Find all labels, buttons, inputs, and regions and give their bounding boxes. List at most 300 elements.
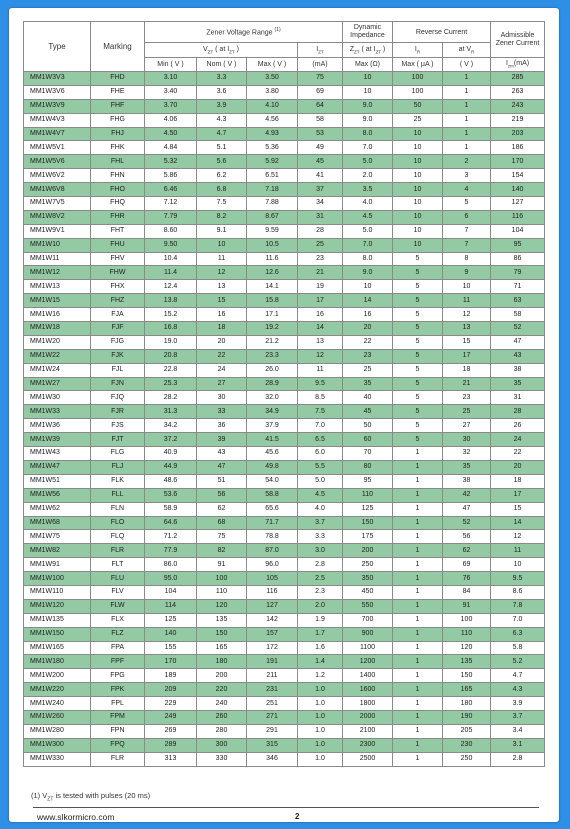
table-row xyxy=(24,724,545,738)
table-cell: 1 xyxy=(443,141,491,155)
table-cell: 43 xyxy=(197,447,247,461)
table-cell: 7 xyxy=(443,238,491,252)
table-row xyxy=(24,627,545,641)
table-cell: MM1W220 xyxy=(24,683,91,697)
table-row xyxy=(24,335,545,349)
table-cell: 23 xyxy=(343,349,393,363)
table-cell: 11 xyxy=(197,252,247,266)
table-cell: FLX xyxy=(91,613,145,627)
table-cell: 47 xyxy=(443,502,491,516)
table-cell: MM1W12 xyxy=(24,266,91,280)
table-cell: 100 xyxy=(197,572,247,586)
table-cell: 30 xyxy=(443,433,491,447)
table-cell: MM1W47 xyxy=(24,460,91,474)
table-cell: 12 xyxy=(197,266,247,280)
table-cell: 300 xyxy=(197,738,247,752)
table-cell: 140 xyxy=(491,183,545,197)
table-cell: 5 xyxy=(393,377,443,391)
table-cell: FJQ xyxy=(91,391,145,405)
table-cell: 172 xyxy=(247,641,298,655)
table-cell: 10 xyxy=(393,238,443,252)
table-cell: MM1W110 xyxy=(24,585,91,599)
table-row xyxy=(24,572,545,586)
table-cell: 5.92 xyxy=(247,155,298,169)
table-cell: 7.8 xyxy=(491,599,545,613)
table-cell: FJK xyxy=(91,349,145,363)
table-cell: 40 xyxy=(343,391,393,405)
table-cell: 4.56 xyxy=(247,113,298,127)
table-cell: MM1W20 xyxy=(24,335,91,349)
table-cell: 250 xyxy=(443,752,491,766)
table-row xyxy=(24,405,545,419)
table-cell: FLG xyxy=(91,447,145,461)
table-cell: 76 xyxy=(443,572,491,586)
table-cell: 42 xyxy=(443,488,491,502)
table-cell: FHW xyxy=(91,266,145,280)
table-cell: 2500 xyxy=(343,752,393,766)
table-cell: 68 xyxy=(197,516,247,530)
table-cell: 211 xyxy=(247,669,298,683)
table-row xyxy=(24,488,545,502)
table-cell: 4.5 xyxy=(343,210,393,224)
table-cell: FHX xyxy=(91,280,145,294)
table-cell: 7.0 xyxy=(343,238,393,252)
table-cell: 186 xyxy=(491,141,545,155)
table-cell: 11 xyxy=(298,363,343,377)
table-cell: 1.0 xyxy=(298,697,343,711)
table-cell: MM1W4V7 xyxy=(24,127,91,141)
table-cell: FHZ xyxy=(91,294,145,308)
table-cell: MM1W6V8 xyxy=(24,183,91,197)
table-cell: 4 xyxy=(443,183,491,197)
unit-izm: $I_{zm}(mA)$ xyxy=(491,58,545,72)
table-cell: 75 xyxy=(197,530,247,544)
table-cell: MM1W135 xyxy=(24,613,91,627)
datasheet-page xyxy=(9,8,559,822)
table-cell: 5 xyxy=(393,252,443,266)
table-cell: 10 xyxy=(393,169,443,183)
table-cell: 2300 xyxy=(343,738,393,752)
table-cell: 120 xyxy=(197,599,247,613)
table-cell: 37.9 xyxy=(247,419,298,433)
table-cell: 20.8 xyxy=(145,349,197,363)
table-cell: 35 xyxy=(343,377,393,391)
table-cell: 69 xyxy=(443,558,491,572)
table-cell: FLU xyxy=(91,572,145,586)
table-cell: 25 xyxy=(393,113,443,127)
table-cell: 154 xyxy=(491,169,545,183)
table-cell: 3.0 xyxy=(298,544,343,558)
table-cell: 1 xyxy=(393,544,443,558)
table-cell: 16 xyxy=(343,308,393,322)
table-cell: 17.1 xyxy=(247,308,298,322)
table-cell: 56 xyxy=(197,488,247,502)
admissible-current-header: Admissible Zener Current xyxy=(491,22,545,58)
table-cell: 1.2 xyxy=(298,669,343,683)
table-cell: 219 xyxy=(491,113,545,127)
unit-v: ( V ) xyxy=(443,58,491,72)
table-row xyxy=(24,280,545,294)
table-cell: FLR xyxy=(91,544,145,558)
table-cell: FPA xyxy=(91,641,145,655)
table-cell: 16 xyxy=(197,308,247,322)
table-cell: 1 xyxy=(393,613,443,627)
table-cell: FLN xyxy=(91,502,145,516)
table-cell: FHV xyxy=(91,252,145,266)
table-cell: 12.6 xyxy=(247,266,298,280)
table-row xyxy=(24,558,545,572)
table-cell: 1.7 xyxy=(298,627,343,641)
table-cell: 45.6 xyxy=(247,447,298,461)
table-cell: 1 xyxy=(393,627,443,641)
table-cell: 5.5 xyxy=(298,460,343,474)
table-cell: 14 xyxy=(343,294,393,308)
table-cell: 9.1 xyxy=(197,224,247,238)
table-cell: 25.3 xyxy=(145,377,197,391)
table-cell: 1 xyxy=(393,752,443,766)
table-cell: 313 xyxy=(145,752,197,766)
table-cell: MM1W5V1 xyxy=(24,141,91,155)
table-cell: 1 xyxy=(393,488,443,502)
table-row xyxy=(24,697,545,711)
table-cell: 5.86 xyxy=(145,169,197,183)
table-cell: MM1W300 xyxy=(24,738,91,752)
table-cell: 7.0 xyxy=(343,141,393,155)
table-cell: 7.5 xyxy=(298,405,343,419)
table-cell: 9.59 xyxy=(247,224,298,238)
table-cell: 5.0 xyxy=(343,224,393,238)
table-cell: FJR xyxy=(91,405,145,419)
table-cell: 20 xyxy=(197,335,247,349)
table-cell: 3.3 xyxy=(197,72,247,86)
table-cell: 5 xyxy=(393,419,443,433)
table-cell: 4.3 xyxy=(491,683,545,697)
table-cell: FJL xyxy=(91,363,145,377)
footnote: (1) $V_{ZT}$ is tested with pulses (20 ms) xyxy=(31,791,151,803)
table-cell: 175 xyxy=(343,530,393,544)
table-cell: 12 xyxy=(443,308,491,322)
table-cell: 5.2 xyxy=(491,655,545,669)
table-cell: 1 xyxy=(393,585,443,599)
table-cell: 45 xyxy=(298,155,343,169)
table-row xyxy=(24,155,545,169)
unit-ma: (mA) xyxy=(298,58,343,72)
table-cell: MM1W91 xyxy=(24,558,91,572)
table-cell: 5 xyxy=(393,335,443,349)
table-cell: 15.2 xyxy=(145,308,197,322)
table-cell: 41 xyxy=(298,169,343,183)
table-cell: 40.9 xyxy=(145,447,197,461)
table-cell: 251 xyxy=(247,697,298,711)
table-cell: 3.1 xyxy=(491,738,545,752)
table-cell: 37 xyxy=(298,183,343,197)
table-cell: 170 xyxy=(145,655,197,669)
table-cell: 60 xyxy=(343,433,393,447)
unit-max: Max ( V ) xyxy=(247,58,298,72)
table-row xyxy=(24,655,545,669)
table-cell: 200 xyxy=(197,669,247,683)
table-cell: FLO xyxy=(91,516,145,530)
table-cell: 41.5 xyxy=(247,433,298,447)
table-cell: 189 xyxy=(145,669,197,683)
table-cell: 31 xyxy=(491,391,545,405)
table-cell: 65.6 xyxy=(247,502,298,516)
table-cell: 8.5 xyxy=(298,391,343,405)
table-cell: 95 xyxy=(491,238,545,252)
table-cell: 1.0 xyxy=(298,724,343,738)
table-cell: 229 xyxy=(145,697,197,711)
table-cell: 86 xyxy=(491,252,545,266)
zzt-header: $Z_{ZT}$ ( at $I_{ZT}$ ) xyxy=(343,43,393,58)
table-cell: 10 xyxy=(393,210,443,224)
table-cell: 7.18 xyxy=(247,183,298,197)
table-cell: 10.5 xyxy=(247,238,298,252)
table-cell: 4.5 xyxy=(298,488,343,502)
table-cell: 116 xyxy=(491,210,545,224)
table-cell: 1 xyxy=(393,697,443,711)
table-cell: 53.6 xyxy=(145,488,197,502)
zener-spec-table xyxy=(23,21,545,767)
table-cell: 19.0 xyxy=(145,335,197,349)
table-cell: 5.32 xyxy=(145,155,197,169)
table-cell: 7.0 xyxy=(491,613,545,627)
table-cell: 350 xyxy=(343,572,393,586)
website-text: www.slkormicro.com xyxy=(37,812,115,822)
table-cell: 64 xyxy=(298,99,343,113)
table-cell: 209 xyxy=(145,683,197,697)
table-cell: MM1W68 xyxy=(24,516,91,530)
table-cell: 240 xyxy=(197,697,247,711)
table-cell: MM1W18 xyxy=(24,322,91,336)
table-cell: FJF xyxy=(91,322,145,336)
table-cell: 150 xyxy=(443,669,491,683)
table-row xyxy=(24,238,545,252)
izt-header: $I_{ZT}$ xyxy=(298,43,343,58)
table-cell: 1 xyxy=(393,516,443,530)
table-cell: 5 xyxy=(393,349,443,363)
table-cell: 12 xyxy=(491,530,545,544)
table-row xyxy=(24,502,545,516)
table-cell: 1 xyxy=(393,710,443,724)
table-cell: 22.8 xyxy=(145,363,197,377)
table-cell: MM1W75 xyxy=(24,530,91,544)
table-row xyxy=(24,141,545,155)
table-cell: 3.5 xyxy=(343,183,393,197)
table-cell: 80 xyxy=(343,460,393,474)
table-cell: 5 xyxy=(393,266,443,280)
table-cell: 1 xyxy=(393,724,443,738)
table-cell: MM1W24 xyxy=(24,363,91,377)
table-cell: 10 xyxy=(343,280,393,294)
table-cell: MM1W6V2 xyxy=(24,169,91,183)
table-cell: 25 xyxy=(343,363,393,377)
table-cell: 1 xyxy=(443,113,491,127)
table-cell: 20 xyxy=(343,322,393,336)
table-row xyxy=(24,710,545,724)
table-cell: 4.7 xyxy=(197,127,247,141)
table-cell: 4.10 xyxy=(247,99,298,113)
table-cell: 2.0 xyxy=(298,599,343,613)
table-row xyxy=(24,266,545,280)
table-cell: 260 xyxy=(197,710,247,724)
table-cell: 3.80 xyxy=(247,85,298,99)
table-cell: 11 xyxy=(491,544,545,558)
table-cell: MM1W4V3 xyxy=(24,113,91,127)
table-cell: MM1W11 xyxy=(24,252,91,266)
table-cell: 5 xyxy=(393,433,443,447)
table-cell: MM1W5V6 xyxy=(24,155,91,169)
table-cell: 1400 xyxy=(343,669,393,683)
table-cell: 5 xyxy=(393,280,443,294)
table-cell: 7.0 xyxy=(298,419,343,433)
table-cell: 155 xyxy=(145,641,197,655)
table-cell: 32.0 xyxy=(247,391,298,405)
table-cell: 285 xyxy=(491,72,545,86)
table-row xyxy=(24,599,545,613)
table-cell: 58.8 xyxy=(247,488,298,502)
table-cell: 5.36 xyxy=(247,141,298,155)
table-cell: 15 xyxy=(197,294,247,308)
table-cell: 50 xyxy=(343,419,393,433)
table-cell: 10.4 xyxy=(145,252,197,266)
table-cell: 75 xyxy=(298,72,343,86)
table-cell: 62 xyxy=(197,502,247,516)
table-cell: MM1W120 xyxy=(24,599,91,613)
table-cell: MM1W260 xyxy=(24,710,91,724)
table-cell: 91 xyxy=(443,599,491,613)
table-cell: 21 xyxy=(443,377,491,391)
table-cell: MM1W3V3 xyxy=(24,72,91,86)
table-cell: 1 xyxy=(393,738,443,752)
ir-header: $I_R$ xyxy=(393,43,443,58)
table-cell: MM1W3V9 xyxy=(24,99,91,113)
table-row xyxy=(24,669,545,683)
table-cell: FLW xyxy=(91,599,145,613)
table-cell: 180 xyxy=(443,697,491,711)
table-cell: 10 xyxy=(491,558,545,572)
table-cell: 150 xyxy=(343,516,393,530)
table-cell: 34.9 xyxy=(247,405,298,419)
page-number: 2 xyxy=(295,812,300,821)
table-cell: 62 xyxy=(443,544,491,558)
table-cell: 31 xyxy=(298,210,343,224)
table-cell: 110 xyxy=(443,627,491,641)
table-cell: MM1W180 xyxy=(24,655,91,669)
table-cell: 4.7 xyxy=(491,669,545,683)
table-cell: 58 xyxy=(491,308,545,322)
table-cell: 18 xyxy=(197,322,247,336)
table-body xyxy=(24,72,545,767)
table-cell: 4.50 xyxy=(145,127,197,141)
table-cell: 2.8 xyxy=(491,752,545,766)
table-row xyxy=(24,183,545,197)
table-cell: 2.5 xyxy=(298,572,343,586)
table-cell: 27 xyxy=(443,419,491,433)
table-cell: FPM xyxy=(91,710,145,724)
table-cell: FHJ xyxy=(91,127,145,141)
table-cell: 10 xyxy=(343,85,393,99)
table-cell: 51 xyxy=(197,474,247,488)
dynamic-impedance-header: Dynamic Impedance xyxy=(343,22,393,43)
table-cell: 142 xyxy=(247,613,298,627)
table-cell: MM1W13 xyxy=(24,280,91,294)
table-cell: 10 xyxy=(393,183,443,197)
table-cell: 16.8 xyxy=(145,322,197,336)
table-cell: 250 xyxy=(343,558,393,572)
table-cell: 150 xyxy=(197,627,247,641)
table-cell: MM1W43 xyxy=(24,447,91,461)
table-row xyxy=(24,349,545,363)
table-cell: 1 xyxy=(443,127,491,141)
table-cell: 4.0 xyxy=(298,502,343,516)
table-row xyxy=(24,210,545,224)
table-cell: FHU xyxy=(91,238,145,252)
table-cell: 135 xyxy=(443,655,491,669)
table-cell: MM1W30 xyxy=(24,391,91,405)
table-cell: 10 xyxy=(197,238,247,252)
table-cell: 3.40 xyxy=(145,85,197,99)
table-cell: 220 xyxy=(197,683,247,697)
table-row xyxy=(24,447,545,461)
table-cell: 1 xyxy=(393,641,443,655)
table-cell: 30 xyxy=(197,391,247,405)
table-cell: 6.5 xyxy=(298,433,343,447)
table-cell: 200 xyxy=(343,544,393,558)
table-cell: 170 xyxy=(491,155,545,169)
table-cell: MM1W280 xyxy=(24,724,91,738)
table-cell: MM1W51 xyxy=(24,474,91,488)
table-cell: FHN xyxy=(91,169,145,183)
table-cell: 5 xyxy=(393,363,443,377)
table-cell: 77.9 xyxy=(145,544,197,558)
table-cell: MM1W33 xyxy=(24,405,91,419)
table-cell: 140 xyxy=(145,627,197,641)
table-cell: 4.3 xyxy=(197,113,247,127)
table-cell: FPL xyxy=(91,697,145,711)
table-cell: 23.3 xyxy=(247,349,298,363)
table-row xyxy=(24,752,545,766)
table-cell: 5 xyxy=(393,322,443,336)
table-cell: FPK xyxy=(91,683,145,697)
table-cell: 39 xyxy=(197,433,247,447)
table-cell: 9 xyxy=(443,266,491,280)
col-type-header: Type xyxy=(24,22,91,72)
table-cell: MM1W56 xyxy=(24,488,91,502)
table-cell: 9.0 xyxy=(343,266,393,280)
table-cell: 230 xyxy=(443,738,491,752)
table-cell: 4.0 xyxy=(343,197,393,211)
table-cell: MM1W8V2 xyxy=(24,210,91,224)
table-cell: 289 xyxy=(145,738,197,752)
table-cell: 34 xyxy=(298,197,343,211)
unit-ohm: Max (Ω) xyxy=(343,58,393,72)
table-cell: 95.0 xyxy=(145,572,197,586)
table-cell: 8.0 xyxy=(343,252,393,266)
table-cell: 3.7 xyxy=(298,516,343,530)
table-row xyxy=(24,224,545,238)
footer-divider xyxy=(33,807,539,808)
table-cell: 10 xyxy=(393,127,443,141)
table-cell: 1 xyxy=(393,669,443,683)
table-cell: 1 xyxy=(393,474,443,488)
table-cell: FPG xyxy=(91,669,145,683)
table-cell: 3.6 xyxy=(197,85,247,99)
table-cell: FLV xyxy=(91,585,145,599)
table-cell: FHO xyxy=(91,183,145,197)
table-row xyxy=(24,99,545,113)
table-row xyxy=(24,613,545,627)
table-cell: 105 xyxy=(247,572,298,586)
